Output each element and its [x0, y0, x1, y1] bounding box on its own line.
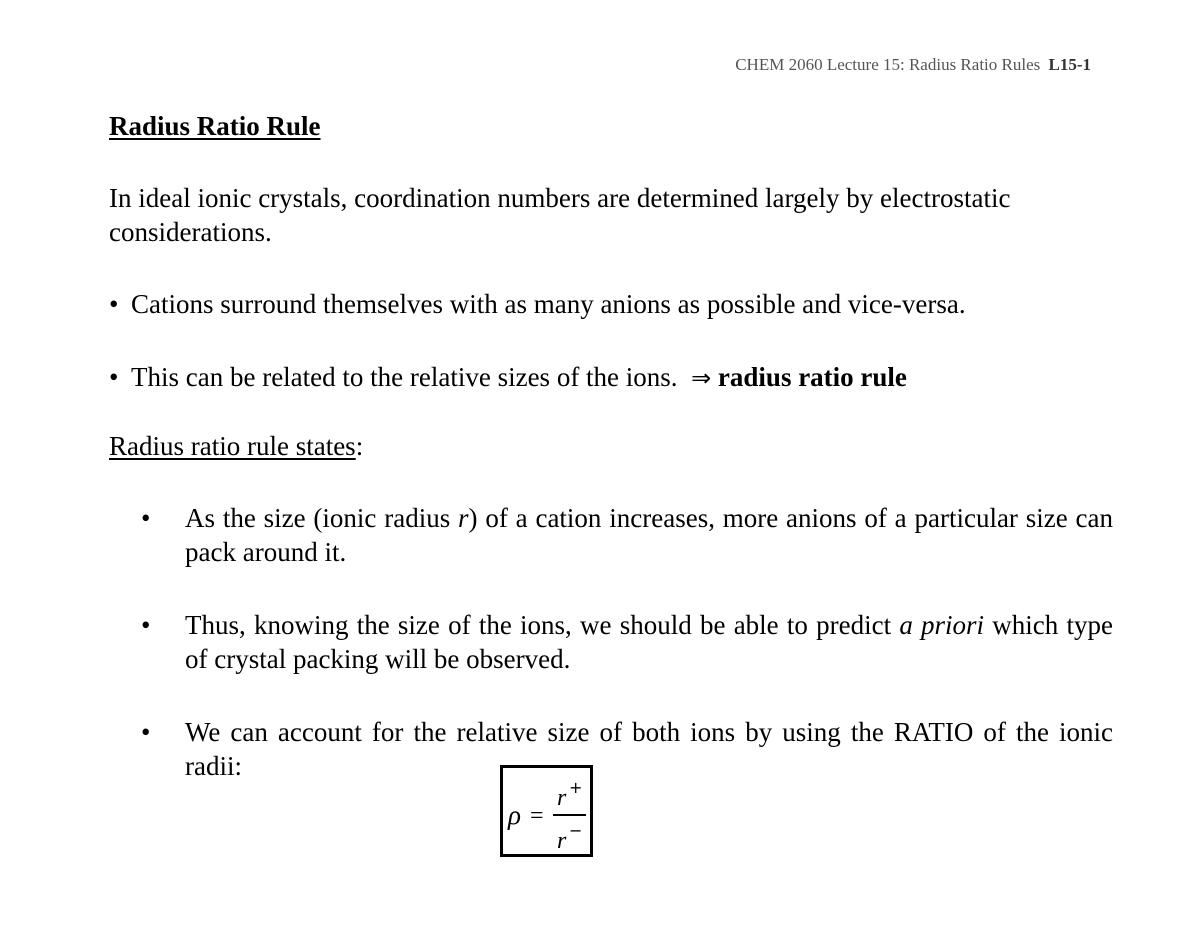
bullet-text: Cations surround themselves with as many anions as possible and vice-versa. — [131, 289, 966, 319]
bullet-relative-sizes — [109, 360, 907, 395]
rule-text-before: As the size (ionic radius — [185, 503, 459, 533]
rule-text-before: Thus, knowing the size of the ions, we should be able to predict — [185, 610, 900, 640]
formula-denominator-sup: − — [569, 821, 583, 840]
bullet-marker: • — [141, 717, 151, 747]
formula-rho: ρ — [508, 800, 521, 830]
rule-heading-label: Radius ratio rule states — [109, 431, 356, 461]
page-title: Radius Ratio Rule — [109, 111, 321, 141]
formula-graphic — [503, 768, 590, 854]
course-title: CHEM 2060 Lecture 15: Radius Ratio Rules — [735, 55, 1041, 74]
implies-arrow-icon: ⇒ — [691, 364, 712, 392]
radius-ratio-formula — [500, 765, 593, 857]
formula-numerator: r — [557, 785, 567, 811]
formula-numerator-sup: + — [569, 778, 583, 797]
page-code: L15-1 — [1048, 55, 1091, 74]
bullet-cations — [109, 287, 966, 321]
formula-denominator: r — [557, 828, 567, 854]
rule-text-italic: a priori — [899, 610, 985, 640]
rule-heading-suffix: : — [355, 431, 364, 461]
rule-point-predict — [141, 608, 1113, 676]
page-header — [735, 55, 1091, 75]
bullet-marker: • — [141, 503, 151, 533]
rule-text-after: ) of a cation increases, more anions of a particular size can pack around it. — [185, 503, 1113, 567]
emphasis-text: radius ratio rule — [717, 362, 907, 392]
bullet-marker: • — [109, 362, 119, 392]
rule-text-before: We can account for the relative size of both ions by using the RATIO of the ionic radii: — [185, 717, 1113, 781]
bullet-marker: • — [141, 610, 151, 640]
bullet-text: This can be related to the relative sizes of the ions. — [131, 362, 678, 392]
bullet-marker: • — [109, 289, 119, 319]
intro-paragraph: In ideal ionic crystals, coordination numbers are determined largely by electrostatic considerations. — [109, 183, 1011, 247]
formula-equals: = — [530, 803, 544, 829]
rule-heading — [109, 429, 363, 463]
rule-point-ratio — [141, 715, 1113, 783]
rule-text-after: which type of crystal packing will be observed. — [185, 610, 1113, 674]
rule-point-size — [141, 501, 1113, 569]
rule-text-italic: r — [458, 503, 469, 533]
